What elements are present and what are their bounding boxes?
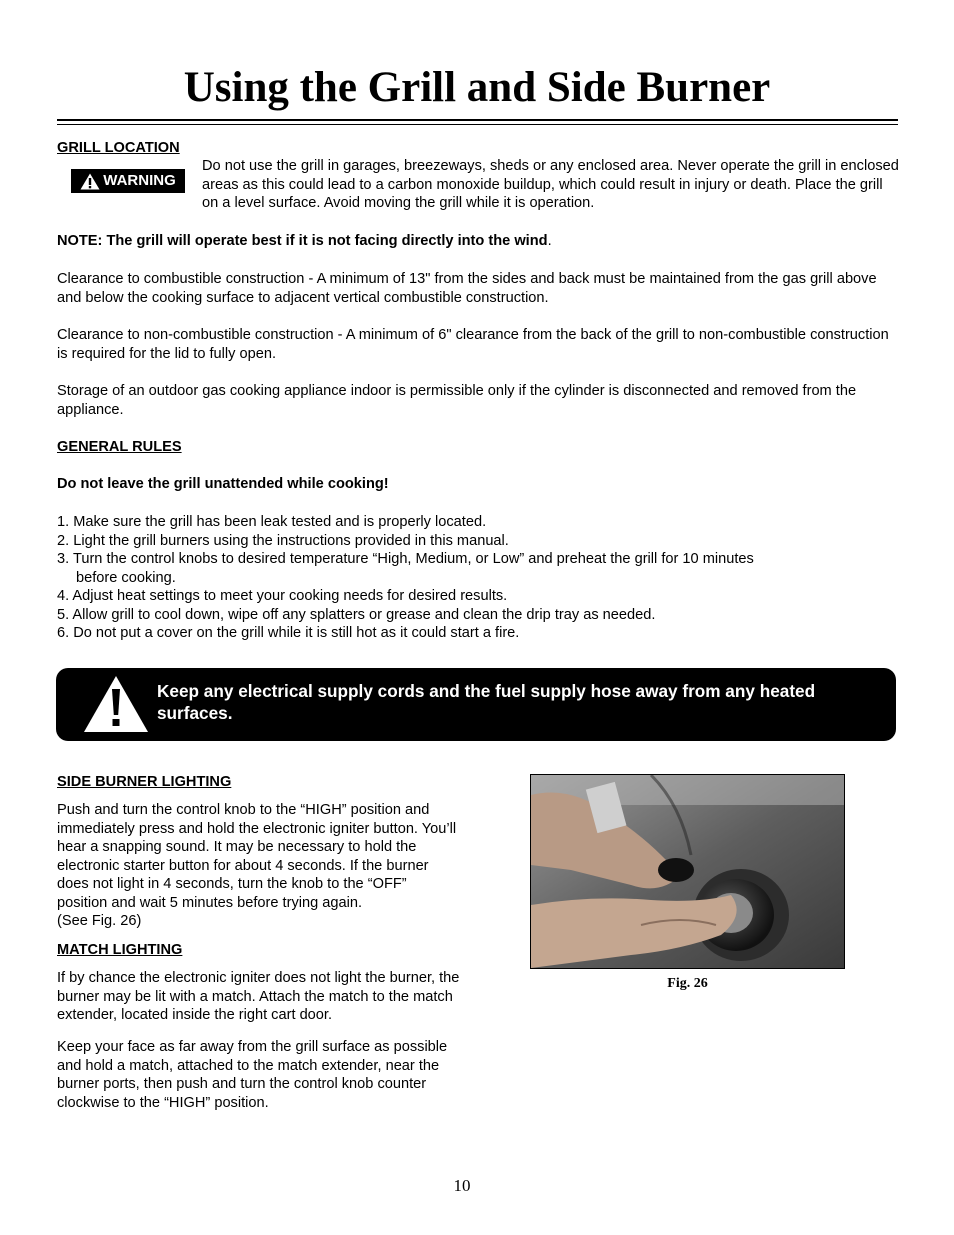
general-rules-list xyxy=(57,513,877,643)
grill-location-warning-text: Do not use the grill in garages, breezeways, sheds or any enclosed area. Never operate the grill in enclosed areas as this could lead to a carbon monoxide buildup, which could result in injury or death. Place the grill on a level surface. Avoid moving the grill while it is operation. xyxy=(202,158,899,211)
warning-badge xyxy=(71,169,185,193)
list-item: 4. Adjust heat settings to meet your cooking needs for desired results. xyxy=(57,588,508,604)
list-item: 2. Light the grill burners using the instructions provided in this manual. xyxy=(57,532,509,549)
exclamation-icon xyxy=(83,675,149,733)
side-burner-heading: SIDE BURNER LIGHTING xyxy=(57,774,232,790)
match-lighting-text-2: Keep your face as far away from the grill surface as possible and hold a match, attached to the match extender, near the burner ports, then push and turn the control knob counter clockwise to the “HIGH” position. xyxy=(57,1039,448,1111)
see-fig-reference: (See Fig. 26) xyxy=(57,913,142,929)
side-burner-instructions: Push and turn the control knob to the “HIGH” position and immediately press and hold the electronic igniter button. You’ll hear a snapping sound. It may be necessary to hold the electronic starter button for about 4 seconds. If the burner does not light in 4 seconds, turn the knob to the “OFF” position and wait 5 minutes before trying again. xyxy=(57,802,457,911)
match-lighting-text-1: If by chance the electronic igniter does not light the burner, the burner may be lit with a match. Attach the match to the match extender, located inside the right cart door. xyxy=(57,970,460,1023)
safety-callout xyxy=(56,668,896,741)
wind-note-end: . xyxy=(547,233,552,249)
page-number: 10 xyxy=(453,1176,471,1195)
unattended-warning: Do not leave the grill unattended while cooking! xyxy=(57,476,389,492)
figure-26-photo xyxy=(530,774,845,969)
side-burner-text xyxy=(57,801,457,931)
wind-note-text: NOTE: The grill will operate best if it is not facing directly into the wind xyxy=(57,233,548,249)
list-item: 1. Make sure the grill has been leak tested and is properly located. xyxy=(57,514,487,530)
list-item: 5. Allow grill to cool down, wipe off any splatters or grease and clean the drip tray as needed. xyxy=(57,606,656,623)
page-title: Using the Grill and Side Burner xyxy=(183,64,771,111)
storage-text: Storage of an outdoor gas cooking appliance indoor is permissible only if the cylinder is disconnected and removed from the appliance. xyxy=(57,383,857,418)
list-item: 3. Turn the control knobs to desired temperature “High, Medium, or Low” and preheat the grill for 10 minutes xyxy=(57,551,754,567)
photo-illustration xyxy=(531,775,844,968)
list-item: 6. Do not put a cover on the grill while it is still hot as it could start a fire. xyxy=(57,625,520,641)
grill-location-heading: GRILL LOCATION xyxy=(57,140,180,156)
title-rule-thin xyxy=(57,124,898,125)
clearance-combustible-text: Clearance to combustible construction - A minimum of 13" from the sides and back must be maintained from the gas grill above and below the cooking surface to adjacent vertical combustible construction. xyxy=(57,271,877,306)
warning-triangle-icon xyxy=(80,173,100,190)
figure-caption: Fig. 26 xyxy=(667,976,708,991)
warning-badge-label: WARNING xyxy=(103,172,176,189)
general-rules-heading: GENERAL RULES xyxy=(57,439,182,455)
list-item: before cooking. xyxy=(76,569,176,586)
match-lighting-heading: MATCH LIGHTING xyxy=(57,942,183,958)
title-rule-thick xyxy=(57,119,898,121)
wind-note xyxy=(57,232,897,251)
callout-text: Keep any electrical supply cords and the fuel supply hose away from any heated surfaces. xyxy=(157,681,816,723)
clearance-noncombustible-text: Clearance to non-combustible construction - A minimum of 6" clearance from the back of the grill to non-combustible construction is required for the lid to fully open. xyxy=(57,327,889,362)
